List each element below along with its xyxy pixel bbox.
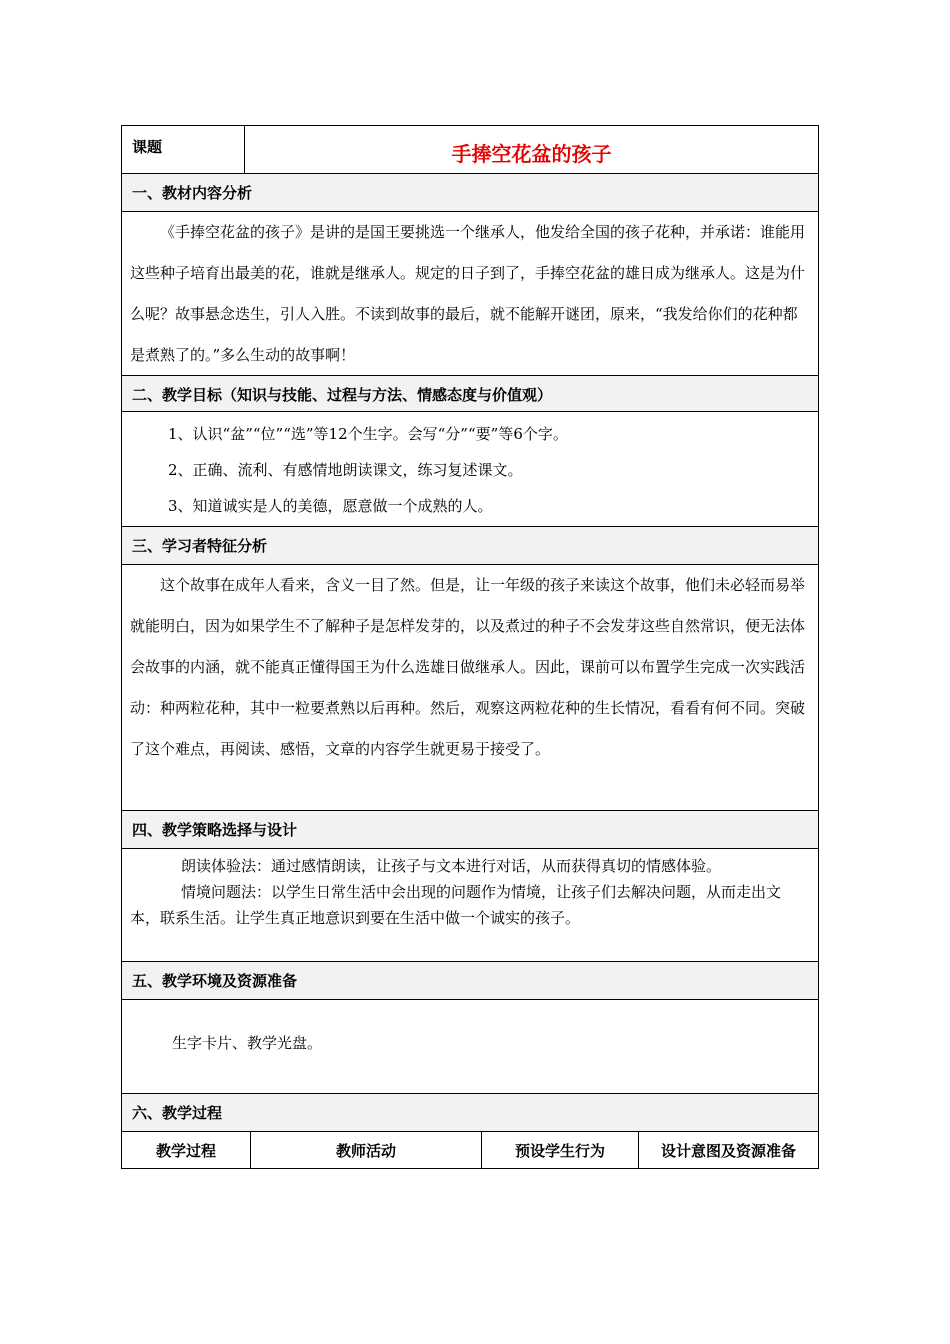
section-4-heading: 四、教学策略选择与设计 xyxy=(121,810,819,848)
goal-item: 1、认识“盆”“位”“选”等12个生字。会写“分”“要”等6个字。 xyxy=(168,425,568,443)
strategy-item: 情境问题法：以学生日常生活中会出现的问题作为情境，让孩子们去解决问题，从而走出文本，联系生活。让学生真正地意识到要在生活中做一个诚实的孩子。 xyxy=(130,883,782,927)
process-col-header: 教师活动 xyxy=(251,1132,482,1168)
strategy-item: 朗读体验法：通过感情朗读，让孩子与文本进行对话，从而获得真切的情感体验。 xyxy=(181,857,722,875)
section-1-text: 《手捧空花盆的孩子》是讲的是国王要挑选一个继承人，他发给全国的孩子花种，并承诺：谁能用这些种子培育出最美的花，谁就是继承人。规定的日子到了，手捧空花盆的雄日成为继承人。这是为什么呢？故事悬念迭生，引人入胜。不读到故事的最后，就不能解开谜团，原来，“我发给你们的花种都是煮熟了的。”多么生动的故事啊！ xyxy=(130,223,806,364)
lesson-plan-table xyxy=(121,125,819,1169)
section-2-body xyxy=(121,411,819,526)
goal-item: 3、知道诚实是人的美德，愿意做一个成熟的人。 xyxy=(168,497,493,515)
section-2-heading: 二、教学目标（知识与技能、过程与方法、情感态度与价值观） xyxy=(121,375,819,411)
lesson-title: 手捧空花盆的孩子 xyxy=(451,142,612,166)
section-5-text: 生字卡片、教学光盘。 xyxy=(172,1034,323,1052)
section-5-body xyxy=(121,999,819,1093)
section-3-text: 这个故事在成年人看来，含义一目了然。但是，让一年级的孩子来读这个故事，他们未必轻而易举就能明白，因为如果学生不了解种子是怎样发芽的，以及煮过的种子不会发芽这些自然常识，便无法体会故事的内涵，就不能真正懂得国王为什么选雄日做继承人。因此，课前可以布置学生完成一次实践活动：种两粒花种，其中一粒要煮熟以后再种。然后，观察这两粒花种的生长情况，看看有何不同。突破了这个难点，再阅读、感悟，文章的内容学生就更易于接受了。 xyxy=(130,576,806,758)
section-3-heading: 三、学习者特征分析 xyxy=(121,526,819,564)
process-col-header: 教学过程 xyxy=(122,1132,251,1168)
section-3-body xyxy=(121,564,819,810)
process-col-header: 设计意图及资源准备 xyxy=(660,1142,796,1160)
title-row xyxy=(121,125,819,173)
section-6-heading: 六、教学过程 xyxy=(121,1093,819,1131)
title-label: 课题 xyxy=(122,126,245,173)
section-5-heading: 五、教学环境及资源准备 xyxy=(121,961,819,999)
section-4-body xyxy=(121,848,819,961)
goal-item: 2、正确、流利、有感情地朗读课文，练习复述课文。 xyxy=(168,461,523,479)
process-header-row xyxy=(121,1131,819,1169)
section-1-heading: 一、教材内容分析 xyxy=(121,173,819,211)
section-1-body xyxy=(121,211,819,375)
process-col-header: 预设学生行为 xyxy=(482,1132,639,1168)
